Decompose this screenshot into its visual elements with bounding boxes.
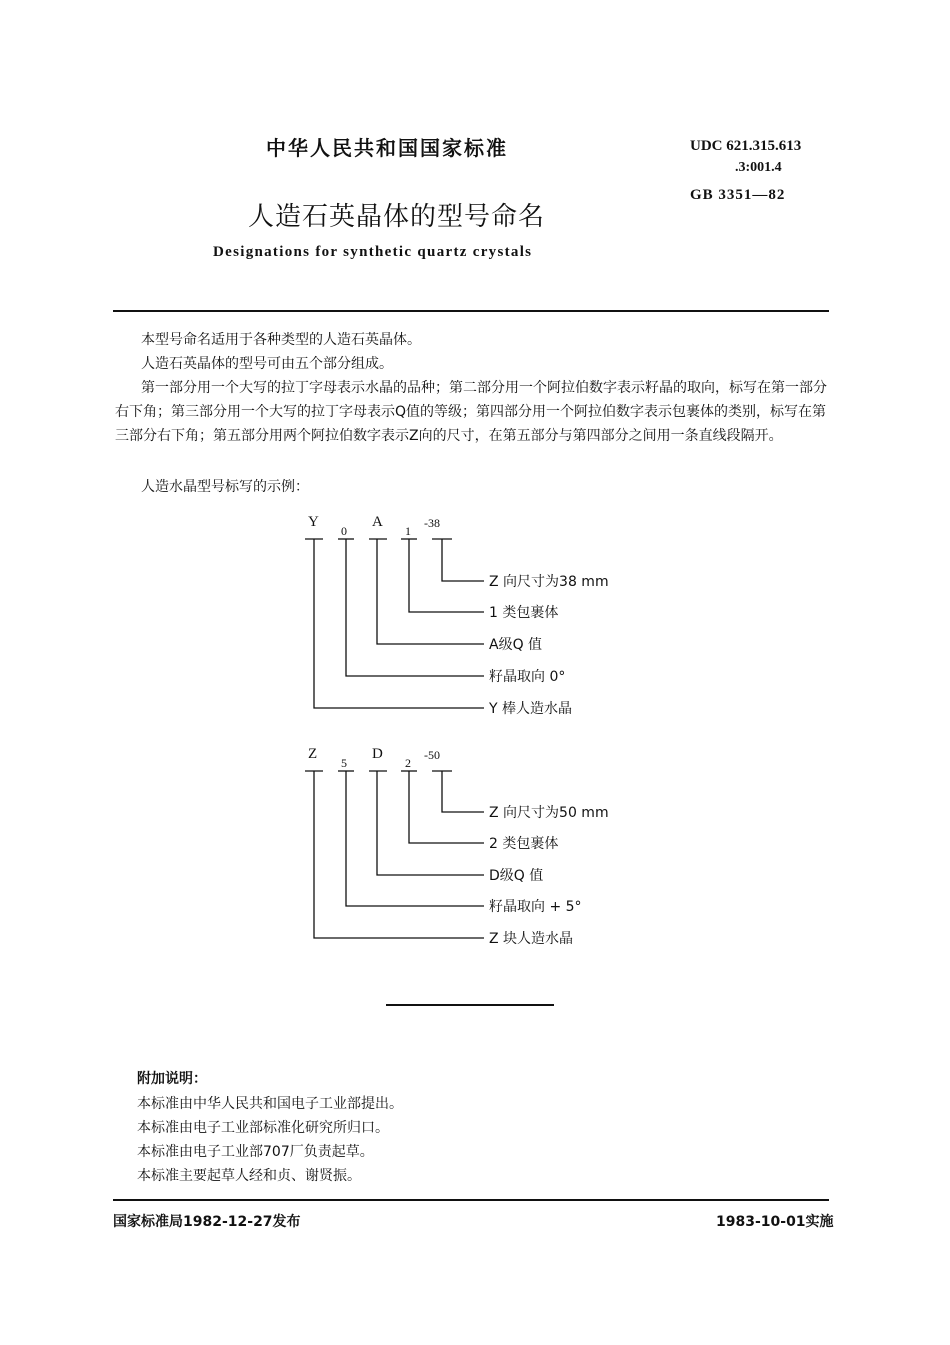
effective-date: 1983-10-01实施: [716, 1214, 834, 1230]
example-1-label-q-grade: A级Q 值: [489, 637, 543, 653]
note-drafter: 本标准由电子工业部707厂负责起草。: [137, 1144, 374, 1160]
example-2-label-seed-orientation: 籽晶取向 + 5°: [489, 899, 582, 915]
example-2-part-1: Z: [308, 746, 318, 762]
example-1-label-seed-orientation: 籽晶取向 0°: [489, 669, 566, 685]
example-1-part-4: 1: [405, 524, 411, 538]
udc-code: UDC 621.315.613: [690, 138, 802, 154]
paragraph-parts-description: 第一部分用一个大写的拉丁字母表示水晶的品种；第二部分用一个阿拉伯数字表示籽晶的取向，标写在第一部分右下角；第三部分用一个大写的拉丁字母表示Q值的等级；第四部分用一个阿拉伯数字表示包裹体的类别，标写在第三部分右下角；第五部分用两个阿拉伯数字表示Z向的尺寸，在第五部分与第四部分之间用一条直线段隔开。: [115, 380, 827, 444]
issue-date: 国家标准局1982-12-27发布: [113, 1214, 301, 1230]
example-1-part-3: A: [372, 514, 383, 530]
notes-heading: 附加说明：: [137, 1071, 207, 1087]
document-title-en: Designations for synthetic quartz crystals: [213, 244, 533, 260]
example-2-label-q-grade: D级Q 值: [489, 868, 544, 884]
example-2-label-inclusion: 2 类包裹体: [489, 836, 559, 852]
example-1-lines: [305, 539, 484, 708]
footer-rule: [113, 1199, 829, 1201]
example-1-part-1: Y: [308, 514, 319, 530]
example-1-label-variety: Y 棒人造水晶: [489, 701, 573, 717]
note-custodian: 本标准由电子工业部标准化研究所归口。: [137, 1120, 389, 1136]
paragraph-scope: 本型号命名适用于各种类型的人造石英晶体。: [141, 332, 421, 348]
example-2-lines: [305, 771, 484, 938]
example-1-part-2: 0: [341, 524, 347, 538]
example-2-part-2: 5: [341, 756, 347, 770]
note-authors: 本标准主要起草人经和贞、谢贤振。: [137, 1168, 361, 1184]
example-2-part-3: D: [372, 746, 383, 762]
note-proposer: 本标准由中华人民共和国电子工业部提出。: [137, 1096, 403, 1112]
udc-code-continued: .3:001.4: [735, 160, 782, 175]
example-2-part-4: 2: [405, 756, 411, 770]
gb-number: GB 3351—82: [690, 187, 786, 203]
example-2-label-z-size: Z 向尺寸为50 mm: [489, 805, 609, 821]
example-2-label-variety: Z 块人造水晶: [489, 931, 574, 947]
paragraph-composition: 人造石英晶体的型号可由五个部分组成。: [141, 356, 393, 372]
example-1-label-z-size: Z 向尺寸为38 mm: [489, 574, 609, 590]
example-1-label-inclusion: 1 类包裹体: [489, 605, 559, 621]
example-1-part-5: -38: [424, 516, 440, 530]
national-standard-heading: 中华人民共和国国家标准: [266, 136, 508, 160]
paragraph-example-intro: 人造水晶型号标写的示例：: [141, 479, 309, 495]
example-2-part-5: -50: [424, 748, 440, 762]
document-title-cn: 人造石英晶体的型号命名: [248, 202, 546, 232]
end-of-text-rule: [386, 1004, 554, 1006]
